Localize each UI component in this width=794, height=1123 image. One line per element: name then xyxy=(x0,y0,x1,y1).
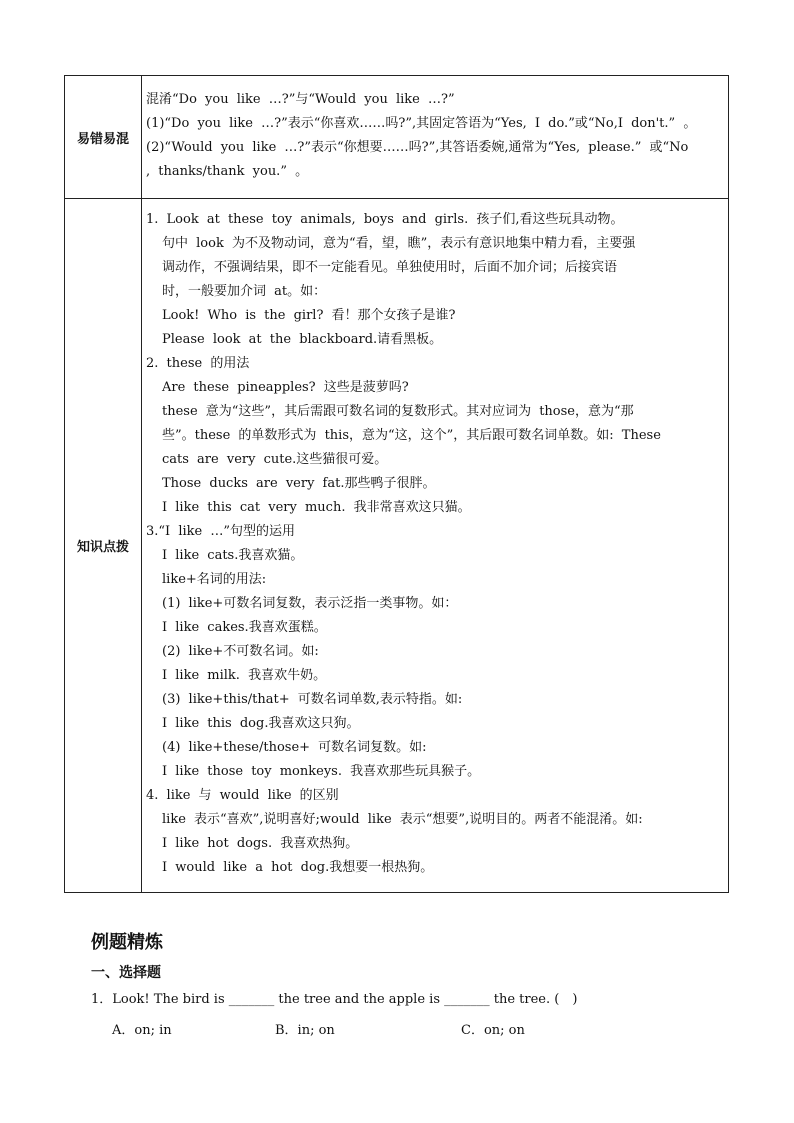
content-line: 4. like 与 would like 的区别 xyxy=(146,788,339,803)
content-line: Are these pineapples? 这些是菠萝吗? xyxy=(162,380,409,395)
content-line: 2. these 的用法 xyxy=(146,356,250,371)
content-line: 些”。these 的单数形式为 this，意为“这，这个”，其后跟可数名词单数。如: These xyxy=(162,428,661,443)
section-title: 例题精炼 xyxy=(91,932,163,953)
content-line: (3) like+this/that+ 可数名词单数,表示特指。如: xyxy=(162,692,463,707)
content-line: I like this cat very much. 我非常喜欢这只猫。 xyxy=(162,500,471,515)
content-line: like+名词的用法: xyxy=(162,572,267,587)
content-line: I like cats.我喜欢猫。 xyxy=(162,548,304,563)
content-line: (1) like+可数名词复数，表示泛指一类事物。如： xyxy=(162,596,458,611)
section-subtitle: 一、选择题 xyxy=(91,965,161,981)
content-line: Please look at the blackboard.请看黑板。 xyxy=(162,332,443,347)
content-line: 1. Look at these toy animals, boys and girls. 孩子们,看这些玩具动物。 xyxy=(146,212,624,227)
content-line: these 意为“这些”，其后需跟可数名词的复数形式。其对应词为 those，意为“那 xyxy=(162,404,634,419)
option-c[interactable]: C．on; on xyxy=(461,1023,525,1038)
content-line: I like those toy monkeys. 我喜欢那些玩具猴子。 xyxy=(162,764,481,779)
option-a[interactable]: A．on; in xyxy=(112,1023,172,1038)
content-line: I like milk. 我喜欢牛奶。 xyxy=(162,668,327,683)
content-line: 调动作，不强调结果，即不一定能看见。单独使用时，后面不加介词；后接宾语 xyxy=(162,260,618,275)
content-line: 混淆“Do you like …?”与“Would you like …?” xyxy=(146,91,455,107)
question-1: 1．Look! The bird is _______ the tree and the apple is _______ the tree. ( ) xyxy=(91,992,578,1007)
content-line: like 表示“喜欢”,说明喜好;would like 表示“想要”,说明目的。两者不能混淆。如: xyxy=(162,812,643,827)
content-line: I would like a hot dog.我想要一根热狗。 xyxy=(162,860,434,875)
content-line: (2) like+不可数名词。如: xyxy=(162,644,319,659)
content-line: 句中 look 为不及物动词，意为“看，望，瞧”，表示有意识地集中精力看，主要强 xyxy=(162,236,636,251)
content-line: 时，一般要加介词 at。如： xyxy=(162,284,327,299)
row-label-knowledge: 知识点拨 xyxy=(65,199,142,893)
content-line: , thanks/thank you.” 。 xyxy=(146,163,309,179)
content-line: (4) like+these/those+ 可数名词复数。如: xyxy=(162,740,427,755)
table-row xyxy=(65,199,729,893)
content-line: I like cakes.我喜欢蛋糕。 xyxy=(162,620,327,635)
row-label-confusion: 易错易混 xyxy=(65,76,142,199)
table-row xyxy=(65,76,729,199)
content-line: Those ducks are very fat.那些鸭子很胖。 xyxy=(162,476,436,491)
option-b[interactable]: B．in; on xyxy=(275,1023,335,1038)
content-line: (2)“Would you like …?”表示“你想要……吗?”,其答语委婉,通常为“Yes, please.” 或“No xyxy=(146,139,689,155)
knowledge-content xyxy=(142,199,729,893)
confusion-content xyxy=(142,76,729,199)
content-line: (1)“Do you like …?”表示“你喜欢……吗?”,其固定答语为“Yes, I do.”或“No,I don't.” 。 xyxy=(146,115,697,131)
content-line: I like this dog.我喜欢这只狗。 xyxy=(162,716,360,731)
knowledge-table xyxy=(64,75,729,893)
content-line: cats are very cute.这些猫很可爱。 xyxy=(162,452,388,467)
content-line: I like hot dogs. 我喜欢热狗。 xyxy=(162,836,359,851)
content-line: 3.“I like …”句型的运用 xyxy=(146,524,295,539)
content-line: Look! Who is the girl? 看！那个女孩子是谁? xyxy=(162,308,456,323)
